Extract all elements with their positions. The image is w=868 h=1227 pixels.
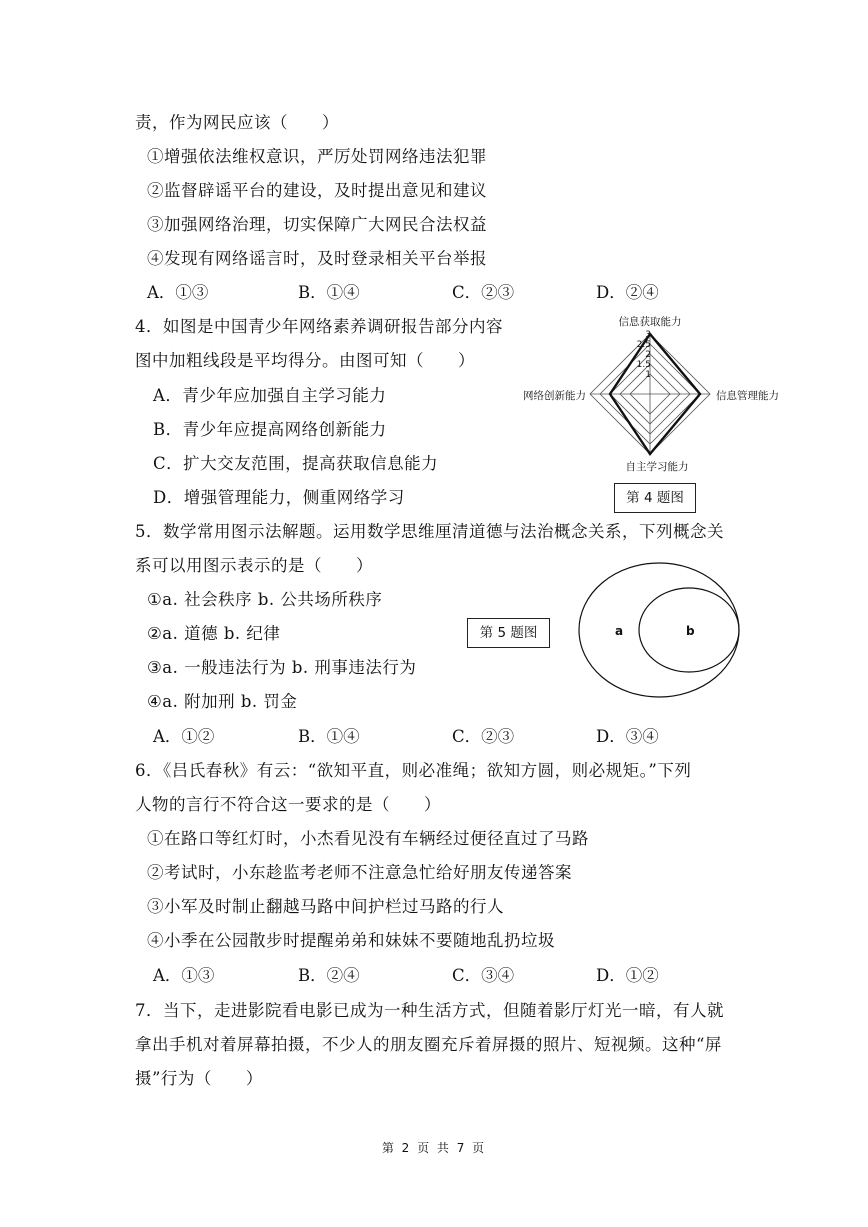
- q6-option-c: C．③④: [452, 966, 515, 985]
- q5-venn-diagram: [575, 560, 745, 700]
- q5-stem-line-1: 5．数学常用图示法解题。运用数学思维厘清道德与法治概念关系，下列概念关: [135, 522, 724, 541]
- radar-axis-label-right: 信息管理能力: [716, 390, 779, 402]
- q5-item-2: ②a. 道德 b. 纪律: [147, 624, 281, 643]
- q6-option-a: A．①③: [153, 966, 215, 985]
- q6-option-d: D．①②: [596, 966, 659, 985]
- radar-tick-label-4: 2.5: [636, 340, 651, 350]
- q4-option-d: D．增强管理能力，侧重网络学习: [153, 488, 405, 507]
- q6-stem-line-2: 人物的言行不符合这一要求的是（ ）: [135, 795, 441, 814]
- q4-option-b: B．青少年应提高网络创新能力: [153, 420, 387, 439]
- q4-stem-line-1: 4．如图是中国青少年网络素养调研报告部分内容: [135, 317, 503, 336]
- radar-tick-label-2: 1.5: [636, 360, 651, 370]
- q3-item-4: ④发现有网络谣言时，及时登录相关平台举报: [147, 249, 487, 268]
- q5-item-1: ①a. 社会秩序 b. 公共场所秩序: [147, 590, 383, 609]
- q3-option-b: B．①④: [298, 283, 360, 302]
- page-number-footer: 第 2 页 共 7 页: [381, 1141, 487, 1155]
- q3-stem-tail: 责，作为网民应该（ ）: [135, 113, 339, 132]
- q6-option-b: B．②④: [298, 966, 360, 985]
- q7-stem-line-1: 7．当下，走进影院看电影已成为一种生活方式，但随着影厅灯光一暗，有人就: [135, 1001, 724, 1020]
- q3-option-d: D．②④: [596, 283, 659, 302]
- q4-radar-chart: [515, 310, 790, 478]
- q4-figure-label: 第 4 题图: [614, 483, 696, 513]
- q3-item-1: ①增强依法维权意识，严厉处罚网络违法犯罪: [147, 147, 487, 166]
- venn-outer-label: a: [615, 624, 624, 638]
- q7-stem-line-3: 摄”行为（ ）: [135, 1069, 263, 1088]
- q6-item-2: ②考试时，小东趁监考老师不注意急忙给好朋友传递答案: [147, 863, 572, 882]
- q5-option-c: C．②③: [452, 727, 515, 746]
- q5-stem-line-2: 系可以用图示表示的是（ ）: [135, 556, 373, 575]
- q3-option-c: C．②③: [452, 283, 515, 302]
- q6-stem-line-1: 6．《吕氏春秋》有云：“欲知平直，则必准绳；欲知方圆，则必规矩。”下列: [135, 761, 692, 780]
- q4-option-c: C．扩大交友范围，提高获取信息能力: [153, 454, 439, 473]
- q5-option-a: A．①②: [153, 727, 215, 746]
- radar-tick-label-3: 2: [645, 350, 651, 360]
- q6-item-4: ④小季在公园散步时提醒弟弟和妹妹不要随地乱扔垃圾: [147, 931, 555, 950]
- q5-figure-label: 第 5 题图: [467, 618, 550, 648]
- q6-item-1: ①在路口等红灯时，小杰看见没有车辆经过便径直过了马路: [147, 829, 589, 848]
- radar-axis-label-bottom: 自主学习能力: [625, 461, 689, 473]
- q5-item-4: ④a. 附加刑 b. 罚金: [147, 692, 298, 711]
- q5-option-b: B．①④: [298, 727, 360, 746]
- q6-item-3: ③小军及时制止翻越马路中间护栏过马路的行人: [147, 897, 504, 916]
- q3-option-a: A．①③: [147, 283, 209, 302]
- q3-item-2: ②监督辟谣平台的建设，及时提出意见和建议: [147, 181, 487, 200]
- q4-stem-line-2: 图中加粗线段是平均得分。由图可知（ ）: [135, 351, 475, 370]
- q3-item-3: ③加强网络治理，切实保障广大网民合法权益: [147, 215, 487, 234]
- q4-option-a: A．青少年应加强自主学习能力: [153, 386, 387, 405]
- radar-axis-label-top: 信息获取能力: [618, 316, 682, 328]
- q7-stem-line-2: 拿出手机对着屏幕拍摄，不少人的朋友圈充斥着屏摄的照片、短视频。这种“屏: [135, 1035, 722, 1054]
- radar-tick-label-5: 3: [645, 330, 651, 340]
- radar-axis-label-left: 网络创新能力: [523, 390, 586, 402]
- venn-outer-set: [579, 563, 739, 697]
- q5-item-3: ③a. 一般违法行为 b. 刑事违法行为: [147, 658, 417, 677]
- q5-option-d: D．③④: [596, 727, 659, 746]
- radar-tick-label-1: 1: [645, 370, 651, 380]
- venn-inner-label: b: [686, 624, 695, 638]
